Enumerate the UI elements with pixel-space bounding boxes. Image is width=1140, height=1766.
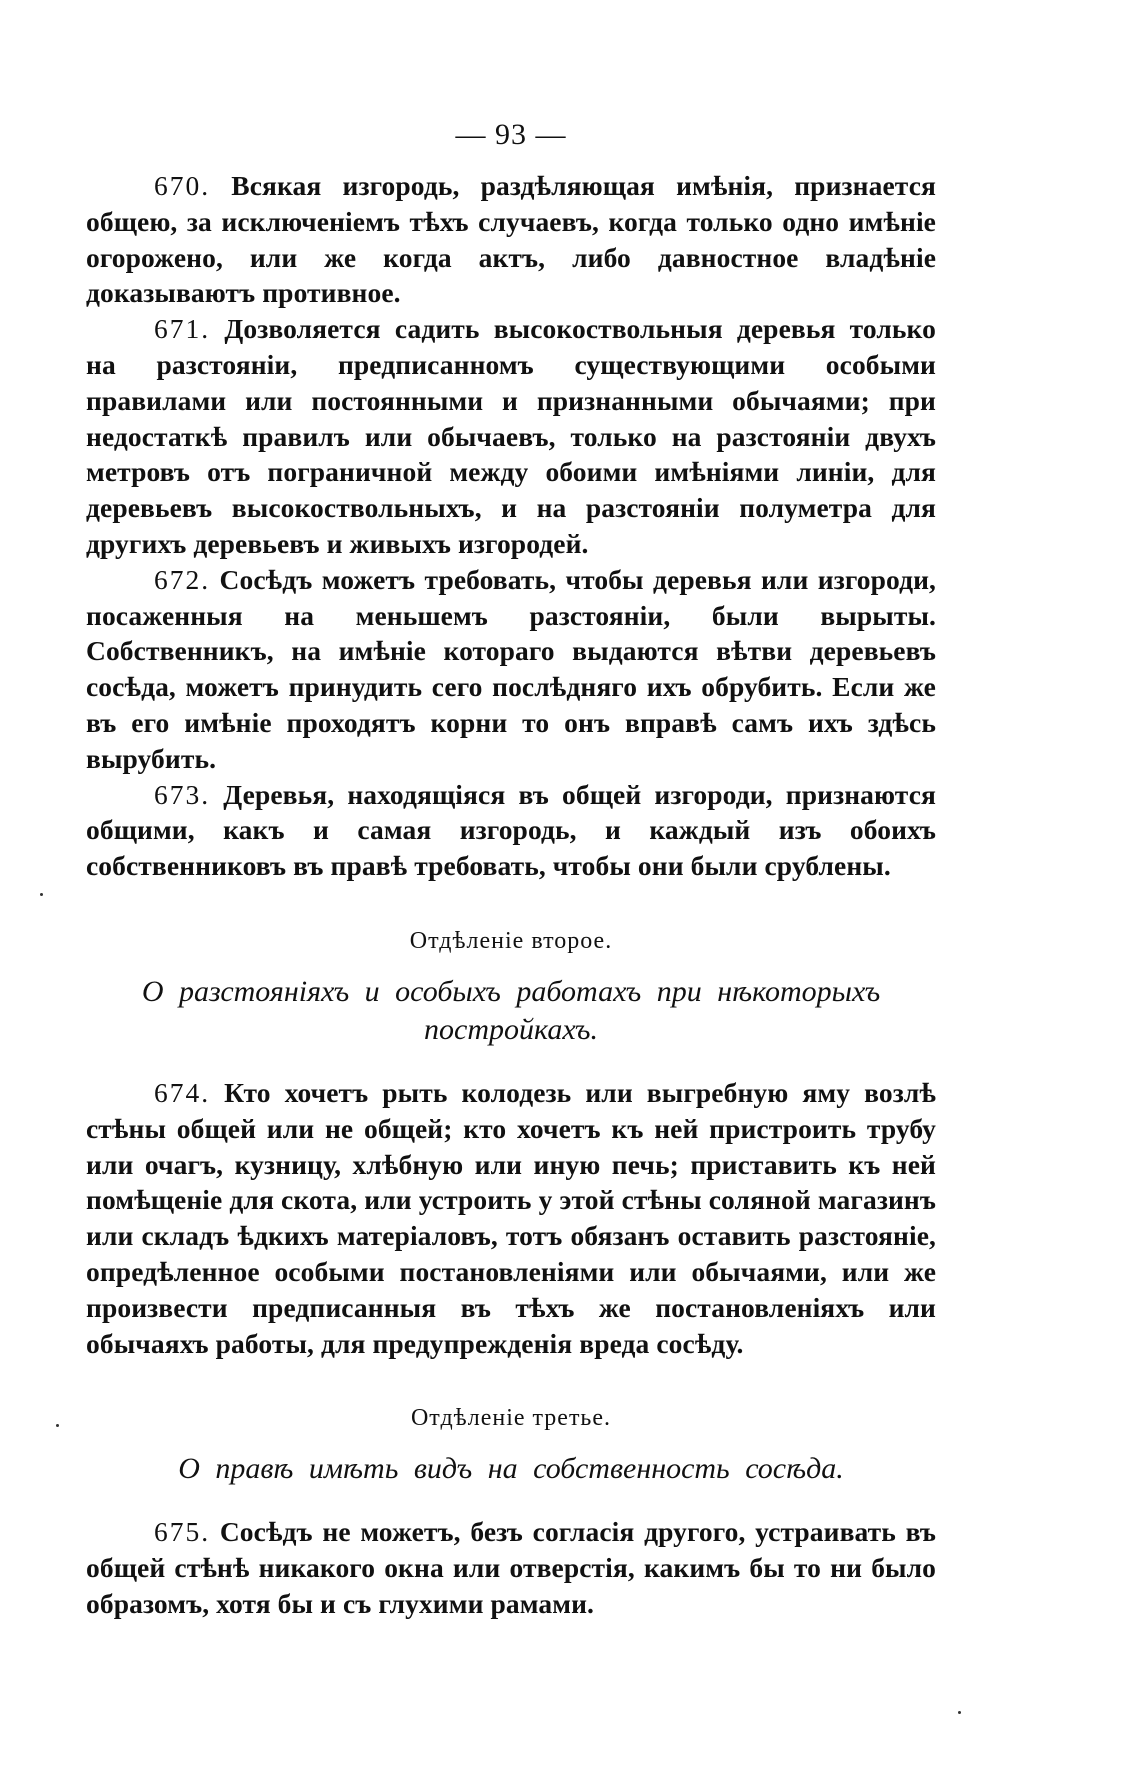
article-text: Всякая изгородь, раздѣляющая имѣнія, признается общею, за исключеніемъ тѣхъ случаевъ, когда только одно имѣніе огорожено, или же когда актъ, либо давностное владѣніе доказываютъ противное. [86,170,937,309]
article-number: 671. [154,313,211,345]
article-text: Деревья, находящіяся въ общей изгороди, признаются общими, какъ и самая изгородь, и каждый изъ обоихъ собственниковъ въ правѣ требовать, чтобы они были срублены. [86,778,936,882]
article-670 [86,168,936,311]
article-number: 675. [154,1516,211,1548]
article-text: Кто хочетъ рыть колодезь или выгребную яму возлѣ стѣны общей или не общей; кто хочетъ къ ней пристроить трубу или очагъ, кузницу, хлѣбную или иную печь; приставить къ ней помѣщеніе для скота, или устроить у этой стѣны соляной магазинъ или складъ ѣдкихъ матеріаловъ, тотъ обязанъ оставить разстояніе, опредѣленное особыми постановленіями или обычаями, или же произвести предписанныя въ тѣхъ же постановленіяхъ или обычаяхъ работы, для предупрежденія вреда сосѣду. [86,1076,936,1359]
article-672 [86,562,936,777]
article-675 [86,1514,936,1621]
article-text: Сосѣдъ не можетъ, безъ согласія другого, устраивать въ общей стѣнѣ никакого окна или отверстія, какимъ бы то ни было образомъ, хотя бы и съ глухими рамами. [86,1516,937,1619]
article-number: 674. [154,1076,211,1108]
section-title-third: Отдѣленіе третье. [410,1405,612,1432]
print-speck [56,1424,59,1427]
article-number: 673. [154,778,211,810]
article-number: 672. [154,563,211,595]
book-page [86,118,936,1622]
article-number: 670. [154,170,211,201]
page-number: — 93 — [455,118,567,151]
article-674 [86,1075,936,1361]
article-text: Сосѣдъ можетъ требовать, чтобы деревья или изгороди, посаженныя на меньшемъ разстояніи, были вырыты. Собственникъ, на имѣніе котораго выдаются вѣтви деревьевъ сосѣда, можетъ принудить сего послѣдняго ихъ обрубить. Если же въ его имѣніе проходятъ корни то онъ вправѣ самъ ихъ здѣсь вырубить. [86,563,936,774]
article-text: Дозволяется садить высокоствольныя деревья только на разстояніи, предписанномъ существующими особыми правилами или постоянными и признанными обычаями; при недостаткѣ правилъ или обычаевъ, только на разстояніи двухъ метровъ отъ пограничной между обоими имѣніями линіи, для деревьевъ высокоствольныхъ, и на разстояніи полуметра для другихъ деревьевъ и живыхъ изгородей. [86,313,936,559]
print-speck [958,1711,961,1714]
article-671 [86,311,936,562]
print-speck [40,893,43,896]
article-673 [86,777,936,884]
section-subtitle-third: О правѣ имѣть видъ на собственность сосѣда. [178,1452,844,1486]
section-title-second: Отдѣленіе второе. [409,927,613,954]
section-subtitle-second: О разстояніяхъ и особыхъ работахъ при нѣкоторыхъ постройкахъ. [141,974,881,1046]
